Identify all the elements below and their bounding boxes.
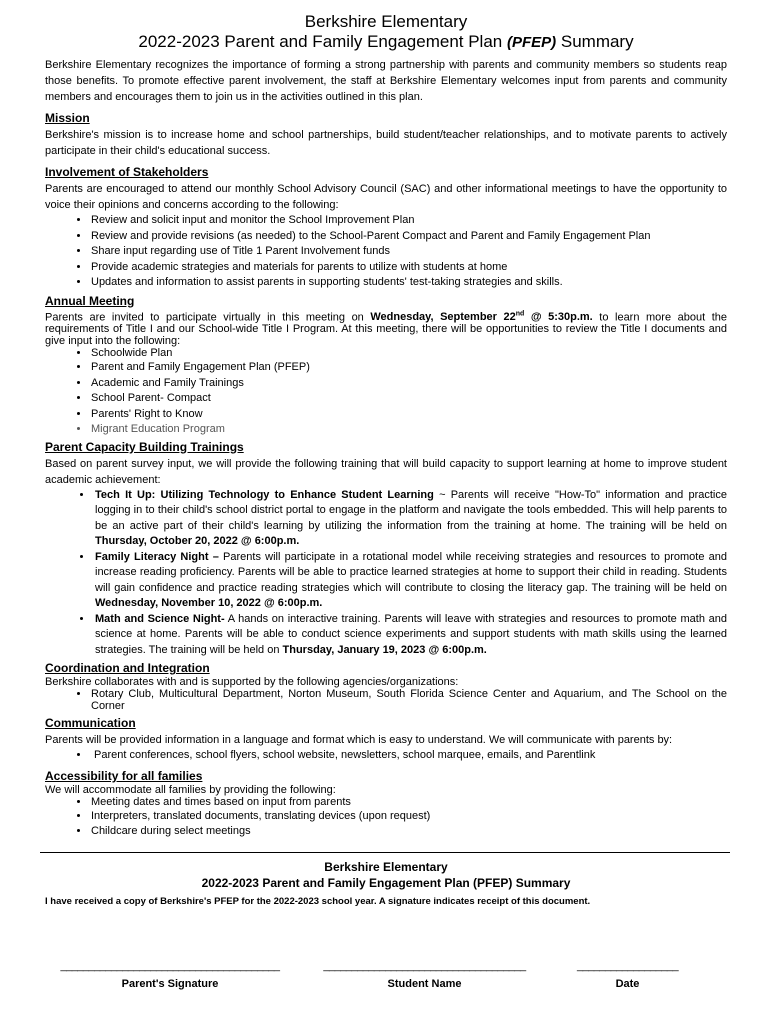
list-item: • Share input regarding use of Title 1 Parent Involvement funds xyxy=(90,244,727,260)
training-desc: A hands on interactive training. Parents will leave with strategies and resources to promote math and science at home. Parents will be able to conduct science experiments and support students with math skills using the learned strategies. The training will be held on xyxy=(95,612,727,656)
list-item: • Updates and information to assist parents in supporting students' test-taking strategies and skills. xyxy=(90,275,727,291)
list-item: • Meeting dates and times based on input from parents xyxy=(90,796,727,809)
list-item: • Provide academic strategies and materials for parents to utilize with students at home xyxy=(90,260,727,276)
student-name-field[interactable] xyxy=(307,960,542,990)
annual-text-pre: Parents are invited to participate virtually in this meeting on xyxy=(45,311,371,324)
capacity-heading: Parent Capacity Building Trainings xyxy=(45,439,244,454)
list-item: • Parent and Family Engagement Plan (PFEP) xyxy=(90,360,727,376)
training-title: Tech It Up: Utilizing Technology to Enhance Student Learning xyxy=(95,488,434,501)
annual-date-text: Wednesday, September 22 xyxy=(370,311,516,324)
parent-signature-label: Parent's Signature xyxy=(121,978,219,990)
training-date: Thursday, January 19, 2023 @ 6:00p.m. xyxy=(282,643,487,656)
plan-title-abbr: (PFEP) xyxy=(506,34,557,51)
training-desc: ~ Parents will receive "How-To" information and practice logging in to their child's school district portal to engage in the platform and navigate the tools embedded. This will help parents to be an active part of their child's learning by utilizing the information from the training at home. The training will be held on xyxy=(95,488,727,532)
pfep-document xyxy=(45,12,727,909)
training-date: Wednesday, November 10, 2022 @ 6:00p.m. xyxy=(95,597,323,610)
annual-text-post: to learn more about the requirements of Title I and our School-wide Title I Program. At this meeting, there will be opportunities to review the Title I documents and give input into the following: xyxy=(45,311,727,348)
annual-meeting-heading: Annual Meeting xyxy=(45,293,135,308)
plan-title xyxy=(45,32,727,53)
training-item xyxy=(93,488,727,550)
list-item: • Interpreters, translated documents, translating devices (upon request) xyxy=(90,809,727,825)
stakeholders-text: Parents are encouraged to attend our monthly School Advisory Council (SAC) and other informational meetings to have the opportunity to voice their opinions and concerns according to the following: xyxy=(45,183,727,211)
accessibility-heading: Accessibility for all families xyxy=(45,768,203,783)
list-item: • Review and solicit input and monitor the School Improvement Plan xyxy=(90,213,727,229)
training-title: Math and Science Night- xyxy=(95,612,225,625)
communication-text: Parents will be provided information in a language and format which is easy to understand. We will communicate with parents by: xyxy=(45,734,673,747)
parent-signature-line[interactable]: _______________________________________ xyxy=(60,960,280,972)
annual-date xyxy=(370,311,592,323)
coordination-list xyxy=(45,688,727,712)
footer-divider xyxy=(40,852,730,853)
annual-time: @ 5:30p.m. xyxy=(524,311,593,324)
list-item: • Migrant Education Program xyxy=(90,422,727,438)
training-item xyxy=(93,550,727,612)
annual-meeting-text xyxy=(45,309,727,348)
mission-text: Berkshire's mission is to increase home and school partnerships, build student/teacher relationships, and to motivate parents to actively participate in their child's educational success. xyxy=(45,129,727,157)
stakeholders-heading: Involvement of Stakeholders xyxy=(45,165,209,179)
training-item xyxy=(93,612,727,659)
training-desc: Parents will participate in a rotational model while receiving strategies and resources to promote and increase reading proficiency. Parents will be able to practice learned strategies at home to support their child in reading. Students will gain confidence and practice reading strategies which will contribute to closing the literacy gap. The training will be held on xyxy=(95,550,727,594)
list-item: • Schoolwide Plan xyxy=(90,347,727,360)
receipt-statement: I have received a copy of Berkshire's PFEP for the 2022-2023 school year. A signature indicates receipt of this document. xyxy=(45,895,591,907)
footer-school-name: Berkshire Elementary xyxy=(324,859,448,874)
list-item: • Childcare during select meetings xyxy=(90,824,727,840)
coordination-heading: Coordination and Integration xyxy=(45,661,210,676)
communication-list xyxy=(45,748,727,764)
plan-title-pre: 2022-2023 Parent and Family Engagement Plan xyxy=(138,32,507,51)
training-date: Thursday, October 20, 2022 @ 6:00p.m. xyxy=(95,535,300,548)
annual-date-sup: nd xyxy=(515,310,525,318)
communication-heading: Communication xyxy=(45,716,136,731)
list-item: • Rotary Club, Multicultural Department, Norton Museum, South Florida Science Center and Aquarium, and The School on the Corner xyxy=(90,688,727,712)
school-name: Berkshire Elementary xyxy=(304,12,468,31)
student-name-label: Student Name xyxy=(387,978,462,990)
plan-title-post: Summary xyxy=(556,32,634,51)
coordination-text: Berkshire collaborates with and is supported by the following agencies/organizations: xyxy=(45,676,459,689)
intro-paragraph: Berkshire Elementary recognizes the importance of forming a strong partnership with parents and community members so students reap those benefits. To promote effective parent involvement, the staff at Berkshire Elementary welcomes input from parents and community members and encourages them to join us in the activities outlined in this plan. xyxy=(45,59,727,103)
list-item: • Parent conferences, school flyers, school website, newsletters, school marquee, emails, and Parentlink xyxy=(90,748,727,764)
stakeholders-list xyxy=(45,213,727,291)
list-item: • School Parent- Compact xyxy=(90,391,727,407)
date-field[interactable] xyxy=(555,960,700,990)
parent-signature-field[interactable] xyxy=(45,960,295,990)
date-label: Date xyxy=(615,978,640,990)
student-name-line[interactable]: ____________________________________ xyxy=(323,960,526,972)
list-item: • Parents' Right to Know xyxy=(90,407,727,423)
list-item: • Review and provide revisions (as needed) to the School-Parent Compact and Parent and Family Engagement Plan xyxy=(90,229,727,245)
accessibility-text: We will accommodate all families by providing the following: xyxy=(45,783,336,796)
annual-meeting-list xyxy=(45,347,727,438)
capacity-text: Based on parent survey input, we will provide the following training that will build capacity to support learning at home to improve student academic achievement: xyxy=(45,457,727,486)
date-line[interactable]: __________________ xyxy=(576,960,679,972)
mission-heading: Mission xyxy=(45,111,90,125)
list-item: • Academic and Family Trainings xyxy=(90,376,727,392)
trainings-list xyxy=(45,488,727,659)
training-title: Family Literacy Night – xyxy=(95,550,219,563)
footer-plan-title: 2022-2023 Parent and Family Engagement Plan (PFEP) Summary xyxy=(201,875,571,890)
accessibility-list xyxy=(45,796,727,840)
